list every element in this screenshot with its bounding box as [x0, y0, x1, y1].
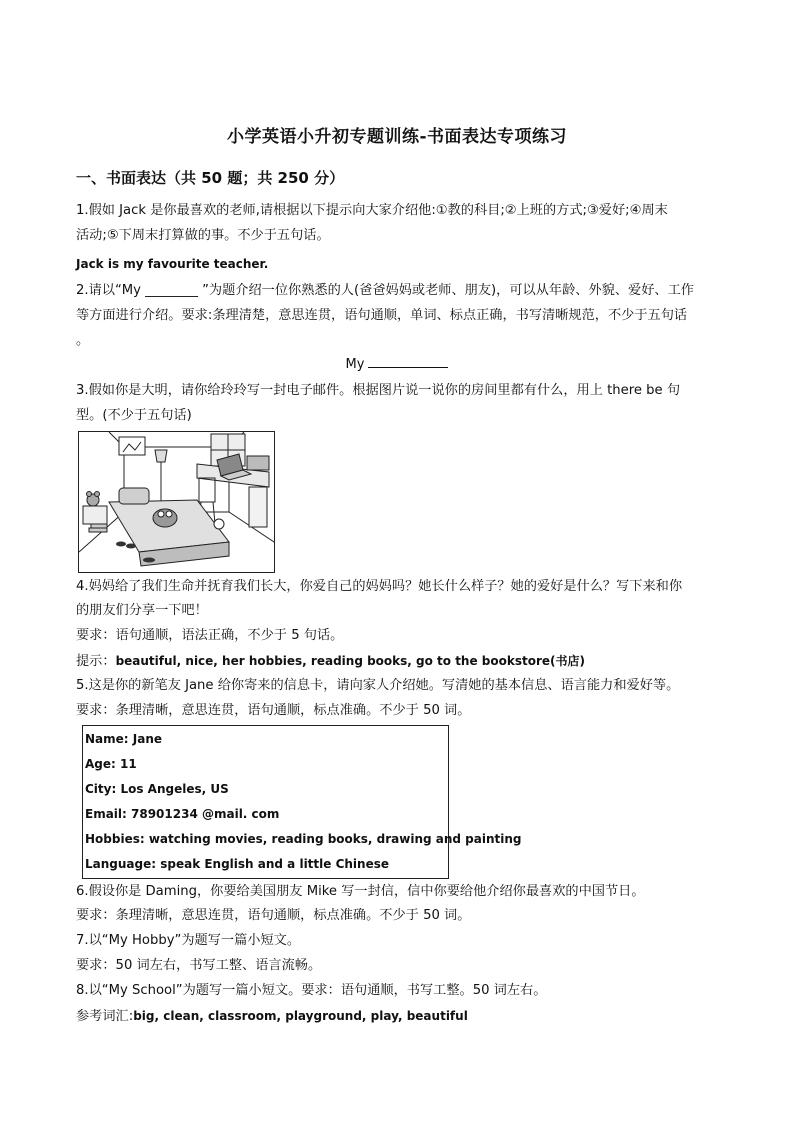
q2-line2: 等方面进行介绍。要求:条理清楚，意思连贯，语句通顺，单词、标点正确，书写清晰规范，不少于五句话: [76, 308, 688, 323]
q5-requirement: 要求：条理清晰，意思连贯，语句通顺，标点准确。不少于 50 词。: [76, 703, 471, 718]
card-age: Age: 11: [85, 757, 137, 771]
pen-pal-info-card: [82, 725, 522, 879]
q4-hint-words: beautiful, nice, her hobbies, reading books, go to the bookstore(书店): [115, 654, 585, 668]
q4-hint-label: 提示：: [76, 654, 116, 669]
bedroom-illustration: [78, 431, 275, 573]
q4-line1: 4.妈妈给了我们生命并抚育我们长大，你爱自己的妈妈吗？她长什么样子？她的爱好是什么？写下来和你: [76, 579, 683, 594]
q2-line1: 2.请以“My ________ ”为题介绍一位你熟悉的人(爸爸妈妈或老师、朋友)，可以从年龄、外貌、爱好、工作: [76, 283, 694, 298]
q4-requirement: 要求：语句通顺，语法正确，不少于 5 句话。: [76, 628, 344, 643]
q6-requirement: 要求：条理清晰，意思连贯，语句通顺，标点准确。不少于 50 词。: [76, 908, 471, 923]
q8-line1: 8.以“My School”为题写一篇小短文。要求：语句通顺，书写工整。50 词左右。: [76, 983, 547, 998]
q5-line1: 5.这是你的新笔友 Jane 给你寄来的信息卡，请向家人介绍她。写清她的基本信息、语言能力和爱好等。: [76, 678, 680, 693]
card-email: Email: 78901234 @mail. com: [85, 807, 280, 821]
page-title: 小学英语小升初专题训练-书面表达专项练习: [226, 127, 568, 147]
q8-vocab-words: big, clean, classroom, playground, play, beautiful: [133, 1009, 468, 1023]
q3-line2: 型。(不少于五句话): [76, 408, 192, 423]
q7-requirement: 要求：50 词左右，书写工整、语言流畅。: [76, 958, 322, 973]
card-language: Language: speak English and a little Chinese: [85, 857, 390, 871]
section-heading: 一、书面表达（共 50 题；共 250 分）: [76, 169, 345, 187]
q1-line2: 活动;⑤下周末打算做的事。不少于五句话。: [76, 228, 330, 243]
card-hobbies: Hobbies: watching movies, reading books, drawing and painting: [85, 832, 522, 846]
nightstand: [83, 492, 107, 525]
bedroom-drawing: [79, 432, 274, 572]
books: [89, 524, 107, 532]
q2-title-blank: [0, 357, 794, 372]
q1-sample: Jack is my favourite teacher.: [76, 257, 269, 271]
q1-line1: 1.假如 Jack 是你最喜欢的老师,请根据以下提示向大家介绍他:①教的科目;②上班的方式;③爱好;④周末: [76, 203, 668, 218]
card-name: Name: Jane: [85, 732, 163, 746]
q8-vocab-label: 参考词汇:: [76, 1009, 134, 1024]
q2-title-prefix: My: [345, 357, 365, 372]
ball: [214, 519, 224, 529]
q6-line1: 6.假设你是 Daming，你要给美国朋友 Mike 写一封信，信中你要给他介绍你最喜欢的中国节日。: [76, 884, 645, 899]
bed: [109, 488, 229, 566]
wall-picture: [119, 437, 145, 455]
q8-vocab: [76, 1006, 721, 1027]
q4-hint: [76, 651, 721, 672]
card-city: City: Los Angeles, US: [85, 782, 229, 796]
q2-line3: 。: [76, 333, 90, 348]
q4-line2: 的朋友们分享一下吧！: [76, 603, 208, 618]
q7-line1: 7.以“My Hobby”为题写一篇小短文。: [76, 933, 301, 948]
q3-line1: 3.假如你是大明，请你给玲玲写一封电子邮件。根据图片说一说你的房间里都有什么，用上 there be 句: [76, 383, 681, 398]
